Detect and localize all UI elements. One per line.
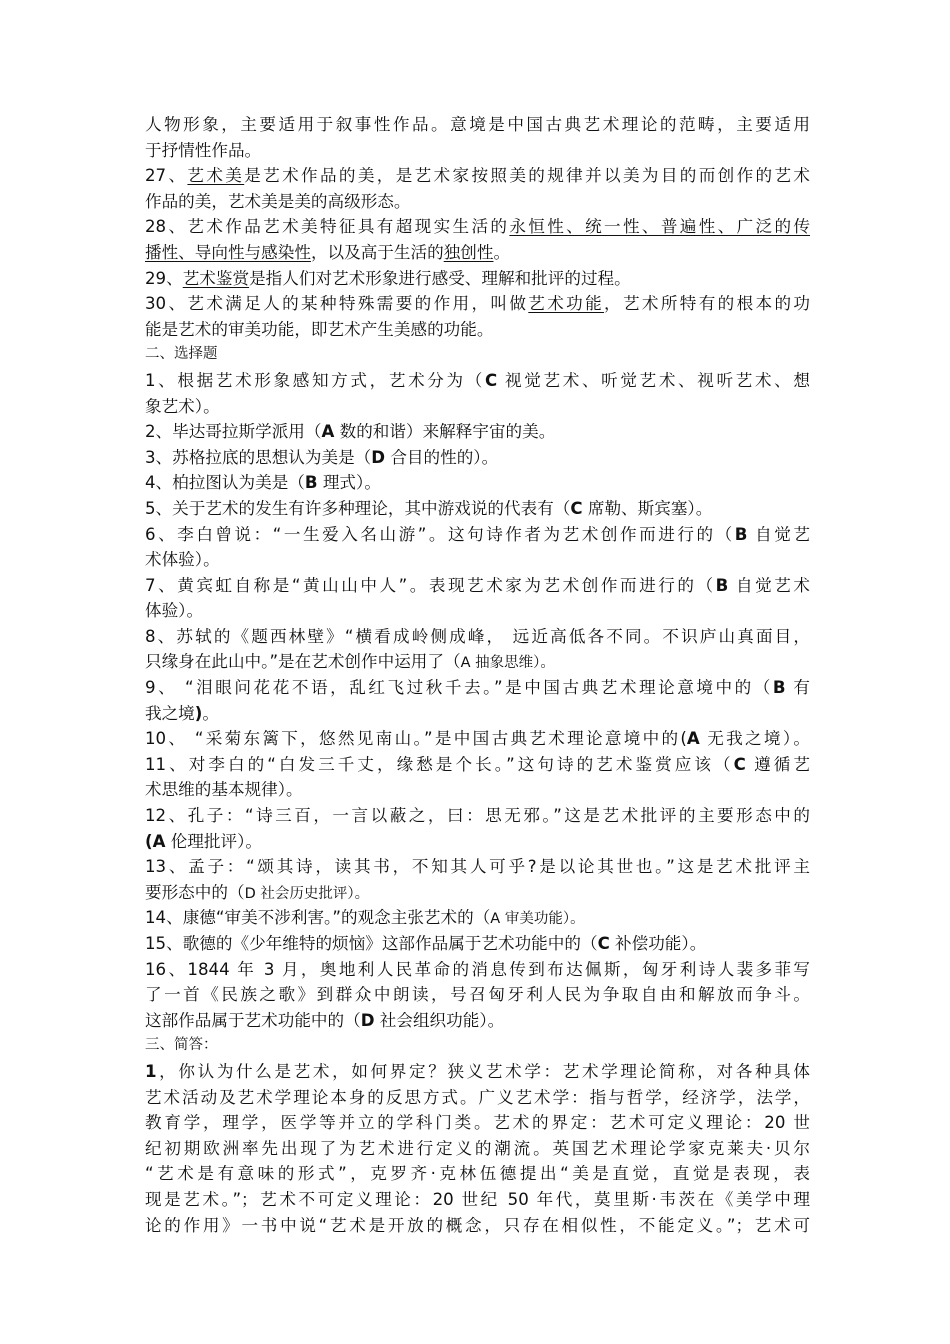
answer-letter: A [321, 422, 335, 442]
text-run: 艺术活动及艺术学理论本身的反思方式。广义艺术学：指与哲学，经济学，法学， [145, 1087, 810, 1107]
text-run: 自觉艺 [747, 524, 810, 544]
section-heading [145, 1033, 810, 1059]
text-line [145, 419, 810, 445]
text-line [145, 649, 810, 675]
text-line [145, 291, 810, 317]
answer-letter: A [686, 729, 700, 749]
text-line [145, 189, 810, 215]
text-run: 1、根据艺术形象感知方式，艺术分为（ [145, 370, 485, 390]
underlined-term: 艺术功能 [528, 294, 605, 314]
text-run: 二、选择题 [145, 346, 218, 363]
text-run: 人物形象，主要适用于叙事性作品。意境是中国古典艺术理论的范畴，主要适用 [145, 115, 810, 134]
text-run: 29、 [145, 268, 183, 288]
text-line [145, 905, 810, 931]
text-run: 了一首《民族之歌》到群众中朗读，号召匈牙利人民为争取自由和解放而争斗。 [145, 985, 810, 1005]
text-run: 能是艺术的审美功能，即艺术产生美感的功能。 [145, 319, 494, 339]
text-run: ，以及高于生活的 [310, 242, 444, 262]
text-run: 遵循艺 [745, 754, 810, 774]
text-run: 6、李白曾说：“一生爱入名山游”。这句诗作者为艺术创作而进行的（ [145, 524, 735, 544]
text-line [145, 163, 810, 189]
text-run: 只缘身在此山中。”是在艺术创作中运用了（ [145, 652, 461, 672]
text-line [145, 880, 810, 906]
text-line [145, 266, 810, 292]
text-line [145, 214, 810, 240]
text-run: ，你认为什么是艺术，如何界定？狭义艺术学：艺术学理论简称，对各种具体 [156, 1061, 810, 1081]
text-line [145, 854, 810, 880]
answer-letter: (A [145, 831, 166, 851]
text-run: 理式）。 [317, 473, 381, 493]
text-run: 合目的性的）。 [385, 447, 499, 467]
text-run: 于抒情性作品。 [145, 140, 262, 160]
text-run: 有 [785, 678, 810, 698]
text-line [145, 496, 810, 522]
text-line [145, 317, 810, 343]
answer-letter: B [734, 524, 748, 544]
text-run: 16、1844 年 3 月，奥地利人民革命的消息传到布达佩斯，匈牙利诗人裴多菲写 [145, 959, 810, 979]
text-run: 三、简答： [145, 1037, 218, 1054]
text-run: 11、对李白的“白发三千丈，缘愁是个长。”这句诗的艺术鉴赏应该（ [145, 754, 734, 774]
text-line [145, 1110, 810, 1136]
text-run: 社会组织功能）。 [374, 1010, 505, 1030]
text-line [145, 1085, 810, 1111]
text-run: 7、黄宾虹自称是“黄山山中人”。表现艺术家为艺术创作而进行的（ [145, 575, 716, 595]
text-run: D 社会历史批评）。 [244, 885, 370, 902]
text-line [145, 1187, 810, 1213]
answer-letter: ) [194, 703, 203, 723]
answer-letter: D [360, 1010, 375, 1030]
answer-letter: B [304, 473, 318, 493]
text-run: 27、 [145, 166, 188, 186]
text-line [145, 777, 810, 803]
text-line [145, 931, 810, 957]
answer-letter: C [484, 370, 498, 390]
text-line [145, 394, 810, 420]
text-line [145, 240, 810, 266]
text-run: 15、歌德的《少年维特的烦恼》这部作品属于艺术功能中的（ [145, 934, 598, 953]
text-line [145, 547, 810, 573]
text-line [145, 803, 810, 829]
underlined-term: 独创性 [443, 242, 494, 262]
text-run: 5、关于艺术的发生有许多种理论，其中游戏说的代表有（ [145, 498, 571, 518]
document-page [145, 112, 810, 1238]
text-line [145, 1161, 810, 1187]
text-run: 数的和谐）来解释宇宙的美。 [334, 422, 556, 442]
text-line [145, 1213, 810, 1239]
text-run: 这部作品属于艺术功能中的（ [145, 1010, 361, 1030]
text-run: 14、康德“审美不涉利害。”的观念主张艺术的（ [145, 908, 491, 928]
text-run: 无我之境）。 [699, 729, 810, 749]
underlined-term: 播性、导向性与感染性 [145, 242, 311, 262]
text-run: 论的作用》一书中说“艺术是开放的概念，只存在相似性，不能定义。”；艺术可 [145, 1215, 810, 1235]
answer-letter: C [570, 498, 583, 518]
text-run: 28、艺术作品艺术美特征具有超现实生活的 [145, 217, 510, 237]
text-run: 伦理批评）。 [165, 831, 262, 851]
text-line [145, 752, 810, 778]
text-run: 是指人们对艺术形象进行感受、理解和批评的过程。 [249, 268, 631, 288]
text-line [145, 982, 810, 1008]
text-line [145, 445, 810, 471]
text-run: 视觉艺术、听觉艺术、视听艺术、想 [497, 370, 810, 390]
answer-letter: C [597, 934, 610, 953]
text-line [145, 573, 810, 599]
text-run: 自觉艺术 [728, 575, 810, 595]
text-run: 纪初期欧洲率先出现了为艺术进行定义的潮流。英国艺术理论学家克莱夫·贝尔 [145, 1138, 810, 1158]
text-run: 术体验）。 [145, 550, 220, 570]
text-line [145, 957, 810, 983]
text-run: 补偿功能）。 [609, 934, 707, 953]
text-line [145, 470, 810, 496]
text-run: 教育学，理学，医学等并立的学科门类。艺术的界定：艺术可定义理论：20 世 [145, 1113, 810, 1133]
underlined-term: 永恒性、统一性、普遍性、广泛的传 [509, 217, 810, 237]
text-run: 13、孟子：“颂其诗，读其书，不知其人可乎?是以论其世也。”这是艺术批评主 [145, 857, 810, 877]
text-line [145, 1136, 810, 1162]
text-line [145, 1008, 810, 1034]
text-line [145, 726, 810, 752]
text-run: ，艺术所特有的根本的功 [604, 294, 810, 314]
text-run: 席勒、斯宾塞）。 [582, 498, 713, 518]
text-line [145, 1059, 810, 1085]
text-run: A 审美功能）。 [490, 911, 585, 928]
underlined-term: 艺术美 [187, 166, 245, 186]
text-run: 12、孔子：“诗三百，一言以蔽之，曰：思无邪。”这是艺术批评的主要形态中的 [145, 806, 810, 826]
text-run: 30、艺术满足人的某种特殊需要的作用，叫做 [145, 294, 529, 314]
text-line [145, 701, 810, 727]
answer-letter: B [772, 678, 786, 698]
text-line [145, 368, 810, 394]
text-run: 9、 “泪眼问花花不语，乱红飞过秋千去。”是中国古典艺术理论意境中的（ [145, 678, 773, 698]
underlined-term: 艺术鉴赏 [182, 268, 250, 288]
text-line [145, 675, 810, 701]
text-run: 2、毕达哥拉斯学派用（ [145, 422, 322, 442]
text-run: 是艺术作品的美，是艺术家按照美的规律并以美为目的而创作的艺术 [244, 166, 810, 186]
section-heading [145, 342, 810, 368]
text-run: 4、柏拉图认为美是（ [145, 473, 305, 493]
text-line [145, 138, 810, 164]
text-run: 3、苏格拉底的思想认为美是（ [145, 447, 372, 467]
text-run: 10、 “采菊东篱下，悠然见南山。”是中国古典艺术理论意境中的( [145, 729, 687, 749]
text-line [145, 624, 810, 650]
text-line [145, 112, 810, 138]
answer-letter: C [733, 754, 746, 774]
answer-letter: B [715, 575, 729, 595]
text-line [145, 522, 810, 548]
text-line [145, 829, 810, 855]
answer-letter: 1 [145, 1061, 157, 1081]
text-run: 要形态中的（ [145, 882, 245, 902]
text-run: 我之境 [145, 703, 195, 723]
text-run: 作品的美，艺术美是美的高级形态。 [145, 191, 411, 211]
text-run: 。 [493, 242, 511, 262]
text-run: A 抽象思维）。 [460, 655, 555, 672]
text-run: 体验）。 [145, 601, 204, 621]
answer-letter: D [371, 447, 386, 467]
text-run: 8、苏轼的《题西林壁》“横看成岭侧成峰， 远近高低各不同。不识庐山真面目， [145, 626, 810, 646]
text-run: 象艺术）。 [145, 396, 220, 416]
text-run: 现是艺术。”；艺术不可定义理论：20 世纪 50 年代，莫里斯·韦茨在《美学中理 [145, 1189, 810, 1209]
text-run: 术思维的基本规律）。 [145, 780, 303, 800]
text-line [145, 598, 810, 624]
text-run: “艺术是有意味的形式”，克罗齐·克林伍德提出“美是直觉，直觉是表现，表 [145, 1164, 810, 1184]
text-run: 。 [202, 703, 219, 723]
